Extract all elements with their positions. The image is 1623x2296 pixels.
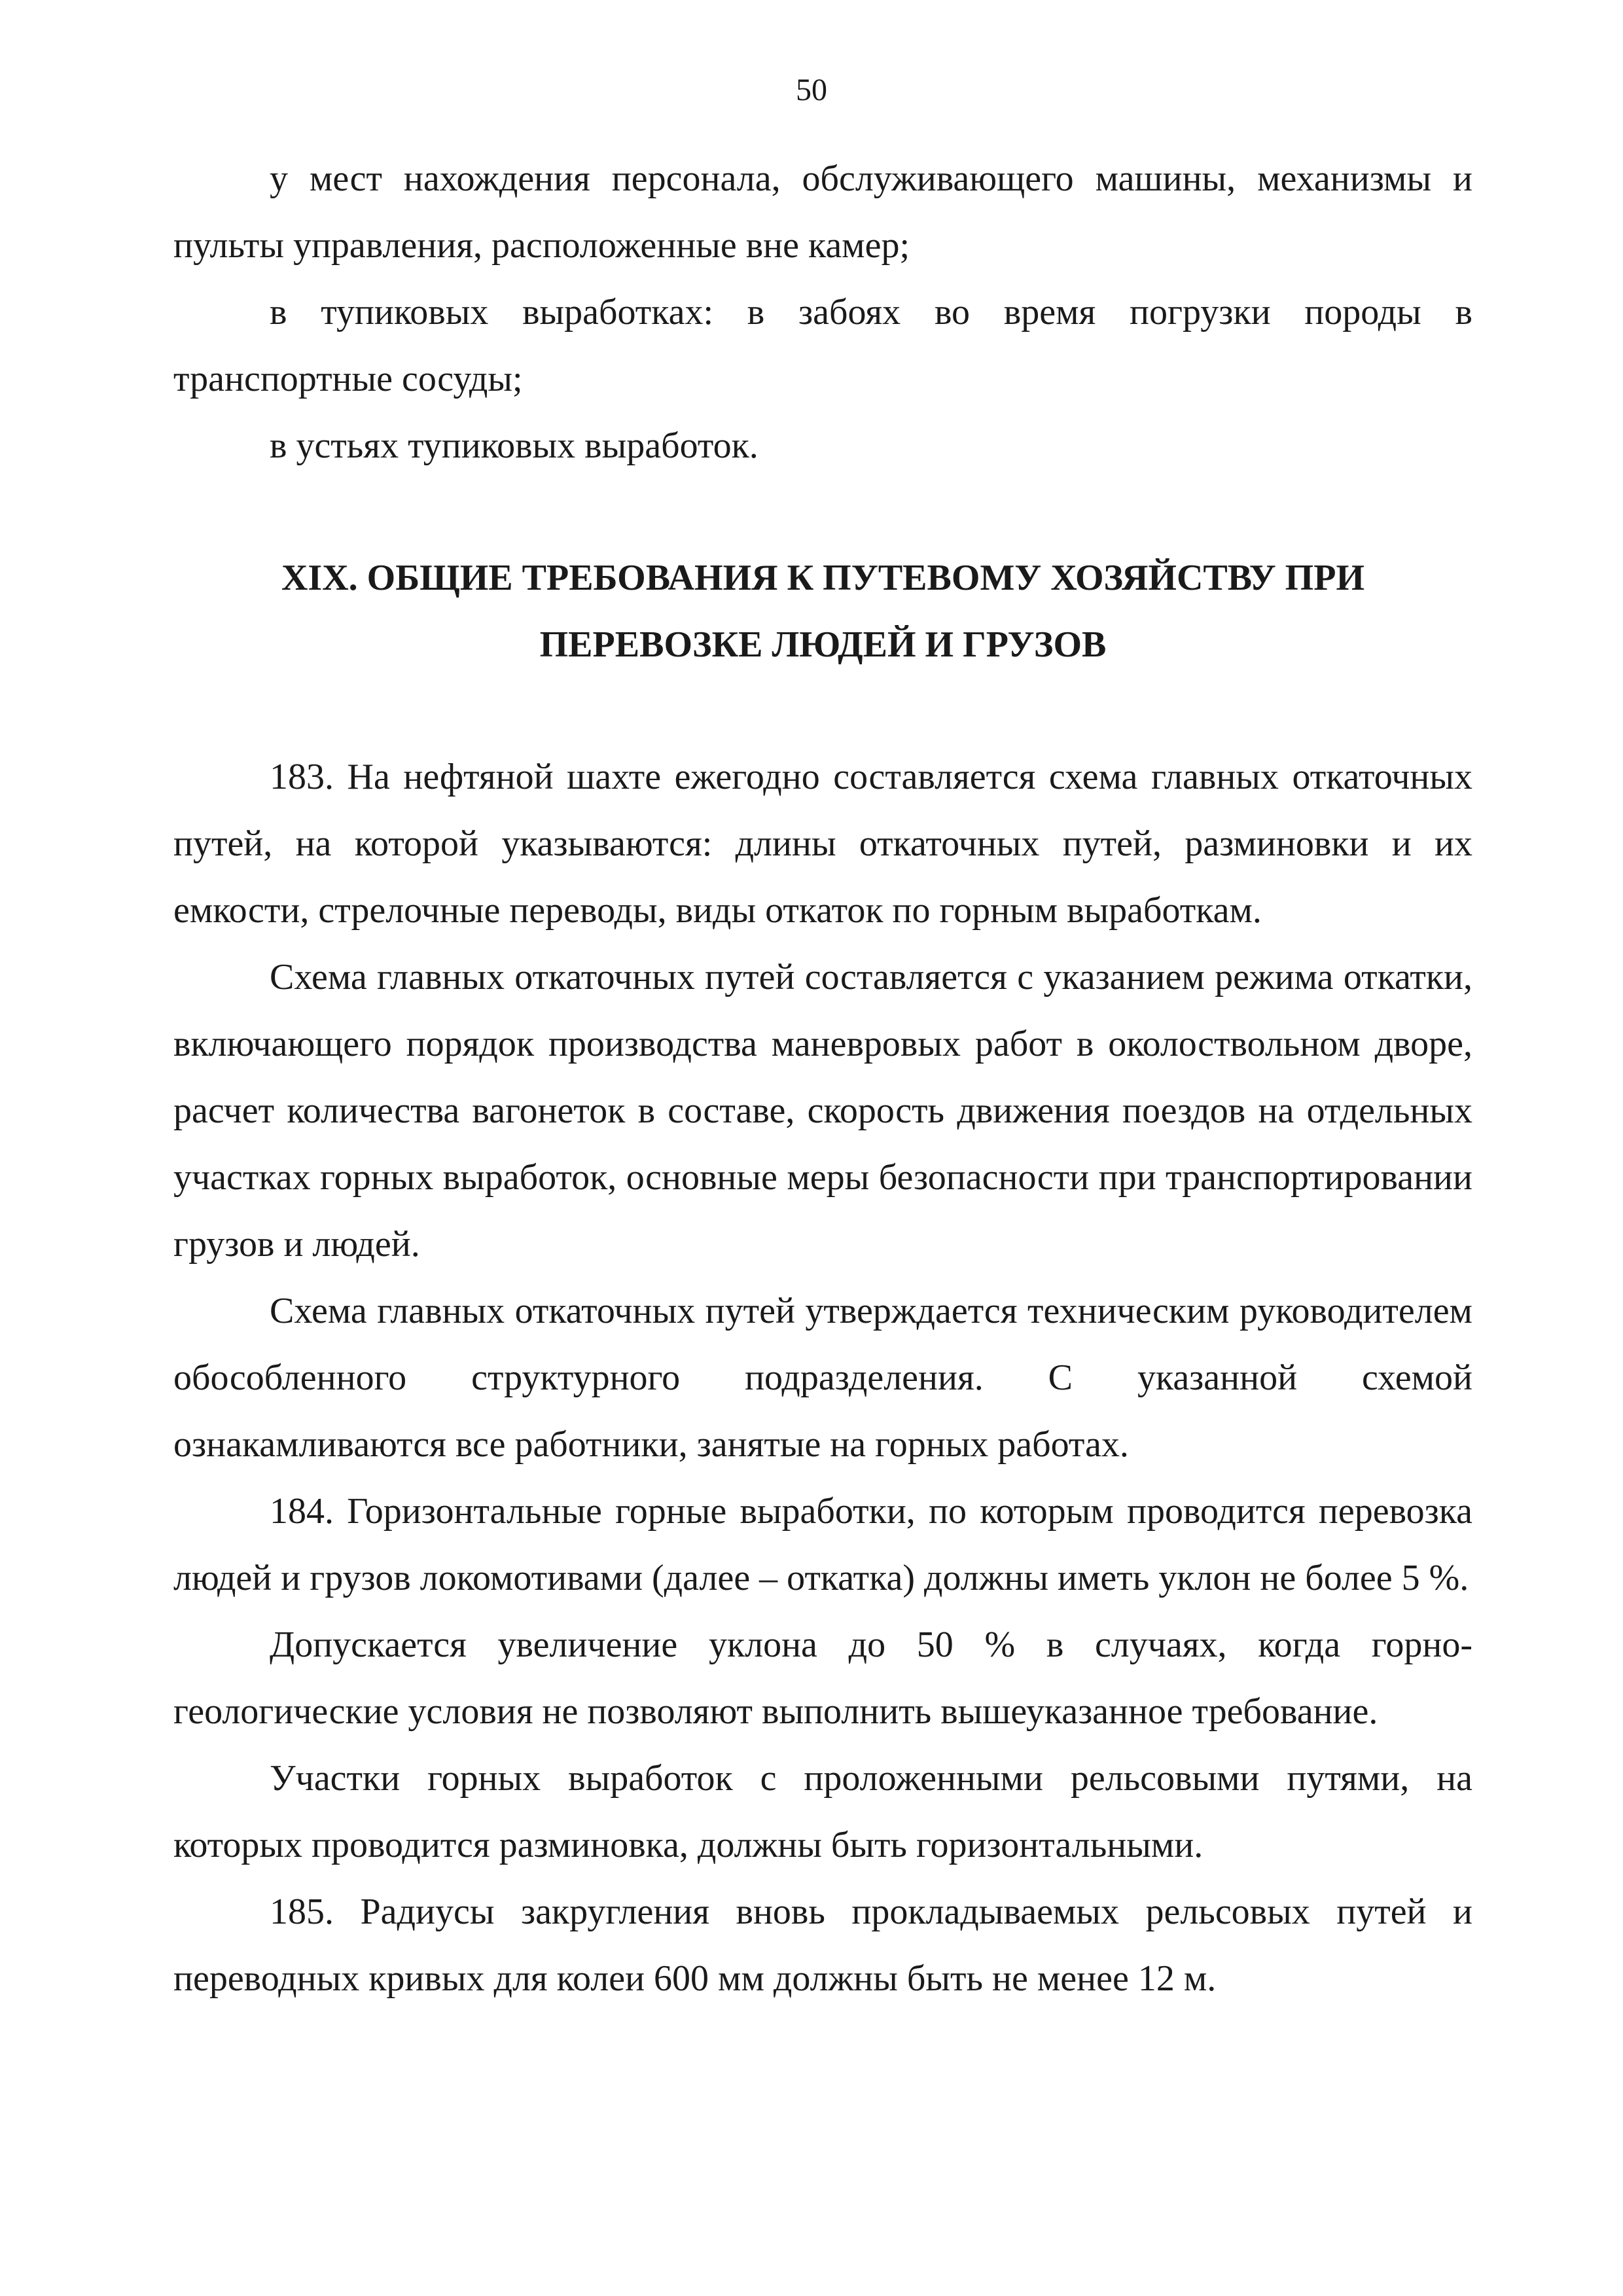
paragraph-184: 184. Горизонтальные горные выработки, по которым проводится перевозка людей и грузов локомотивами (далее – откатка) должны иметь уклон не более 5 %. <box>173 1491 1472 1598</box>
section-heading-line-2: ПЕРЕВОЗКЕ ЛЮДЕЙ И ГРУЗОВ <box>539 624 1107 665</box>
paragraph-passing-sections: Участки горных выработок с проложенными рельсовыми путями, на которых проводится разминовка, должны быть горизонтальными. <box>173 1758 1472 1865</box>
paragraph-haulage-scheme-approval: Схема главных откаточных путей утверждается техническим руководителем обособленного структурного подразделения. С указанной схемой ознакамливаются все работники, занятые на горных работах. <box>173 1291 1472 1465</box>
paragraph-183: 183. На нефтяной шахте ежегодно составляется схема главных откаточных путей, на которой указываются: длины откаточных путей, разминовки и их емкости, стрелочные переводы, виды откаток по горным выработкам. <box>173 757 1472 931</box>
paragraph-personnel-locations: у мест нахождения персонала, обслуживающего машины, механизмы и пульты управления, расположенные вне камер; <box>173 158 1472 266</box>
paragraph-185: 185. Радиусы закругления вновь прокладываемых рельсовых путей и переводных кривых для колеи 600 мм должны быть не менее 12 м. <box>173 1892 1472 1999</box>
paragraph-dead-end-faces: в тупиковых выработках: в забоях во время погрузки породы в транспортные сосуды; <box>173 292 1472 399</box>
paragraph-dead-end-mouths: в устьях тупиковых выработок. <box>270 425 758 466</box>
page-content <box>173 145 1472 2012</box>
paragraph-slope-increase: Допускается увеличение уклона до 50 % в случаях, когда горно-геологические условия не позволяют выполнить вышеуказанное требование. <box>173 1624 1472 1732</box>
section-heading <box>173 545 1472 678</box>
section-heading-line-1: XIX. ОБЩИЕ ТРЕБОВАНИЯ К ПУТЕВОМУ ХОЗЯЙСТВУ ПРИ <box>281 558 1365 598</box>
paragraph-haulage-scheme-mode: Схема главных откаточных путей составляется с указанием режима откатки, включающего порядок производства маневровых работ в околоствольном дворе, расчет количества вагонеток в составе, скорость движения поездов на отдельных участках горных выработок, основные меры безопасности при транспортировании грузов и людей. <box>173 957 1472 1265</box>
page-number: 50 <box>796 73 827 107</box>
